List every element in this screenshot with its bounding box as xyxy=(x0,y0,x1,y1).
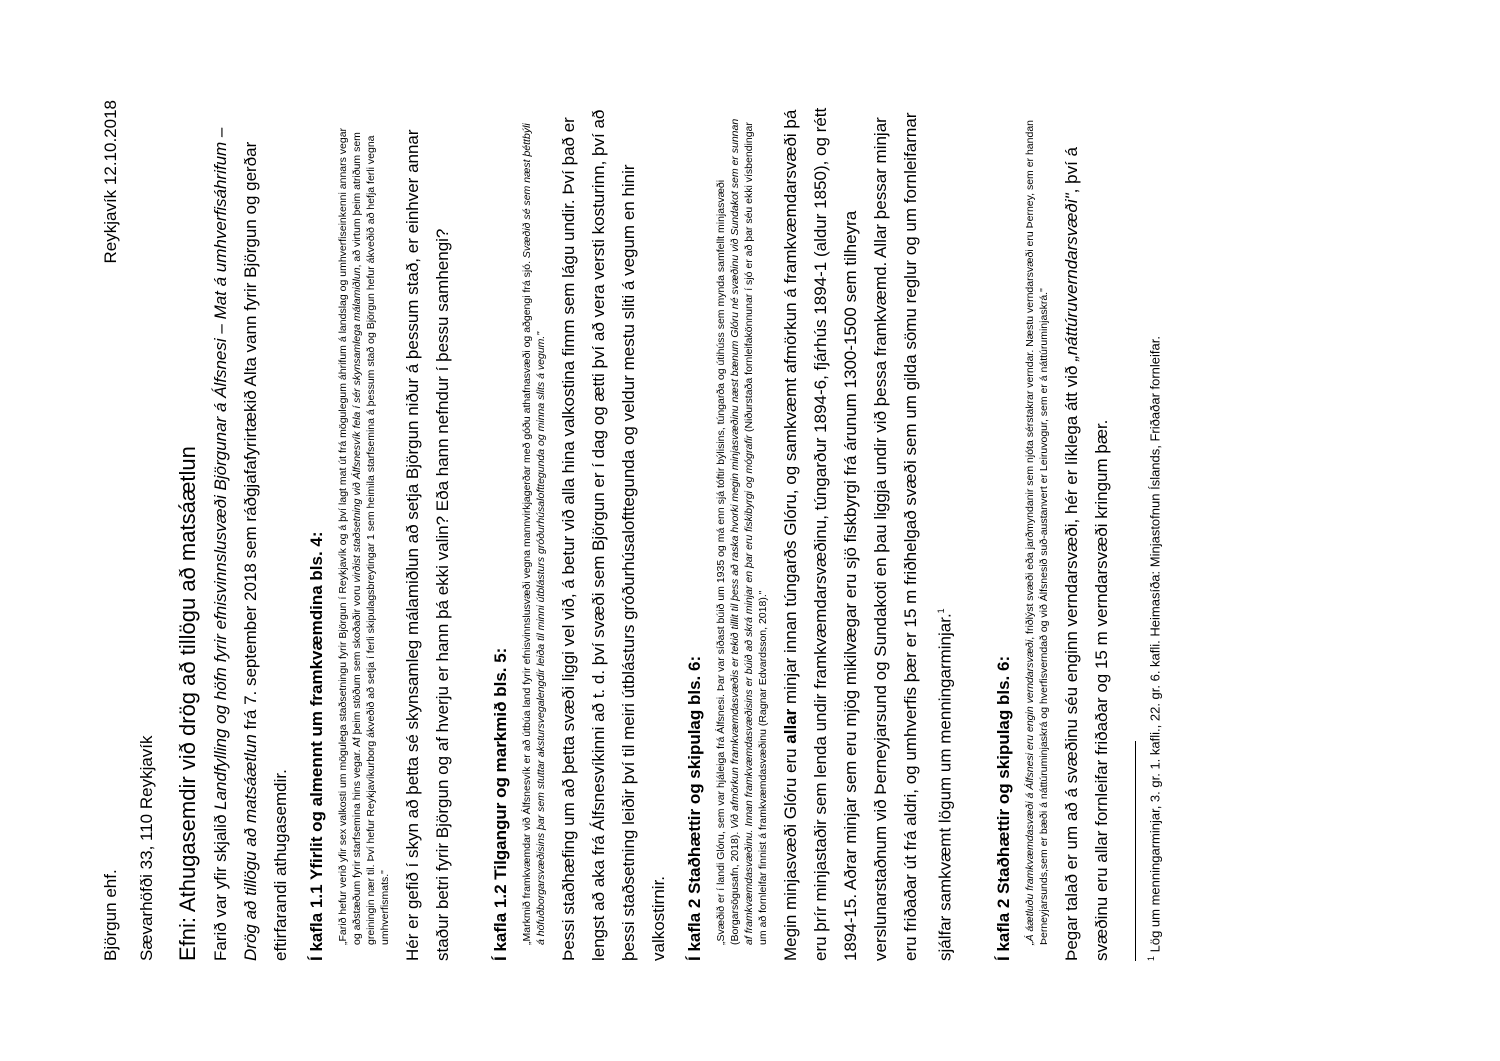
quote-block-1-2: „Markmið framkvæmdar við Álfsnesvík er að útbúa land fyrir efnisvinnslusvæði vegna mannvirkjagerðar með góðu athafnasvæði og aðgengi frá sjó. Svæðið sé sem næst þéttbýli á höfuðborgarsvæðisins þar sem stuttar akstursvegalengdir leiða til minni útblásturs gróðurhúsalofttegunda og minna slits á vegum." xyxy=(521,123,547,945)
footnote-reference: 1 xyxy=(936,608,946,614)
place-date: Reykjavík 12.10.2018 xyxy=(101,100,120,264)
comment-paragraph-1-1: Hér er gefið í skyn að þetta sé skynsamleg málamiðlun að setja Björgun niður á þessum stað, er einhver annar staður betri fyrir Björgun og af hverju er hann þá ekki valin? Eða hann nefndur í þessu samhengi? xyxy=(403,129,452,961)
document-title: Landfylling og höfn fyrir efnisvinnslusvæði Björgunar á Álfsnesi – Mat á umhverfisáhrifum – Drög að tillögu að matsáætlun xyxy=(211,127,260,961)
section-heading-2-a: Í kafla 2 Staðhættir og skipulag bls. 6: xyxy=(685,655,704,961)
quote-block-2-b: „Á áætluðu framkvæmdasvæði á Álfsnesi eru engin verndarsvæði, friðlýst svæði eða jarðmyndanir sem njóta sérstakrar verndar. Næstu verndarsvæði eru Þerney, sem er handan Þerneyjarsunds,sem er bæði á náttúruminjaskrá og hverfisverndað og við Álfsnesið suð-austanvert er Leiruvogur, sem er á náttúruminjaskrá." xyxy=(1023,120,1050,945)
company-name: Björgun ehf. xyxy=(101,869,120,961)
quote-block-1-1: „Farið hefur verið yfir sex valkosti um mögulega staðsetningu fyrir Björgun í Reykjavík og á því lagt mat út frá mögulegum áhrifum á landslag og umhverfiseinkenni annars vegar og aðstæðum fyrir starfsemina hins vegar. Af þeim stöðum sem skoðaðir voru virðist staðsetning við Álfsnesvík fela í sér skynsamlega málamiðlun, að virtum þeim atriðum sem greiningin nær til. Því hefur Reykjavíkurborg ákveðið að setja í ferli skipulagsbreytingar 1 sem heimila starfsemina á þessum stað og Björgun hefur ákveðið að hefja ferli vegna umhverfismats." xyxy=(337,127,391,945)
letter-header xyxy=(100,100,122,961)
footnote-text: Lög um menningarminjar, 3. gr. 1. kafli., 22. gr. 6. kafli. Heimasíða: Minjastofnun Íslands, Friðaðar fornleifar. xyxy=(1146,336,1162,956)
section-heading-1-2: Í kafla 1.2 Tilgangur og markmið bls. 5: xyxy=(491,647,510,961)
intro-paragraph: Farið var yfir skjalið Landfylling og höfn fyrir efnisvinnslusvæði Björgunar á Álfsnesi – Mat á umhverfisáhrifum – Drög að tillögu að matsáætlun frá 7. september 2018 sem ráðgjafafyrirtækið Alta vann fyrir Björgun og gerðar eftirfarandi athugasemdir. xyxy=(211,127,290,961)
footnote-divider xyxy=(1135,741,1136,961)
section-heading-2-b: Í kafla 2 Staðhættir og skipulag bls. 6: xyxy=(993,655,1013,961)
company-address: Sævarhöfði 33, 110 Reykjavík xyxy=(137,735,156,961)
comment-paragraph-2-b: Þegar talað er um að á svæðinu séu enginn verndarsvæði, hér er líklega átt við „náttúruverndarsvæði", því á svæðinu eru allar fornleifar friðaðar og 15 m verndarsvæði kringum þær. xyxy=(1061,147,1111,961)
quote-block-2-a: „Svæðið er í landi Glóru, sem var hjáleiga frá Álfsnesi. Þar var síðast búið um 1935 og má enn sjá tóftir býlisins, túngarða og útihúss sem mynda samfellt minjasvæði (Borgarsögusafn, 2018). Við afmörkun framkvæmdasvæðis er tekið tillit til þess að raska hvorki megin minjasvæðinu næst bænum Glóru né svæðinu við Sundakot sem er sunnan af framkvæmdasvæðinu. Innan framkvæmdasvæðisins er búið að skrá minjar en þar eru fiskibyrgi og mógrafir (Niðurstaða fornleifakönnunar í sjó er að þar séu ekki vísbendingar um að fornleifar finnist á framkvæmdasvæðinu (Ragnar Edvardsson, 2018)." xyxy=(715,118,769,945)
comment-paragraph-2-a: Megin minjasvæði Glóru eru allar minjar innan túngarðs Glóru, og samkvæmt afmörkun á framkvæmdarsvæði þá eru þrír minjastaðir sem lenda undir framkvæmdarsvæðinu, túngarður 1894-6, fjárhús 1894-1 (aldur 1850), og rétt 1894-15. Aðrar minjar sem eru mjög mikilvægar eru sjö fiskbyrgi frá árunum 1300-1500 sem tilheyra verslunarstaðnum við Þerneyjarsund og Sundakoti en þau liggja undir við þessa framkvæmd. Allar þessar minjar eru friðaðar út frá aldri, og umhverfis þær er 15 m friðhelgað svæði sem um gilda sömu reglur og um fornleifarnar sjálfar samkvæmt lögum um menningarminjar.$^1$ xyxy=(781,107,955,961)
section-heading-1-1: Í kafla 1.1 Yfirlit og almennt um framkvæmdina bls. 4: xyxy=(307,531,326,961)
comment-paragraph-1-2: Þessi staðhæfing um að þetta svæði liggi vel við, á betur við alla hina valkostina fimm sem lágu undir. Því það er lengst að aka frá Álfsnesvíkinni að t. d. því svæði sem Björgun er í dag og ætti því að vera versti kosturinn, því að þessi staðsetning leiðir því til meiri útblásturs gróðurhúsalofttegunda og veldur mestu sliti á vegum en hinir valkostirnir. xyxy=(559,109,668,961)
footnote-mark: 1 xyxy=(1145,955,1156,961)
footnote xyxy=(1142,100,1164,961)
subject-line: Efni: Athugasemdir við drög að tillögu að matsáætlun xyxy=(175,446,200,961)
